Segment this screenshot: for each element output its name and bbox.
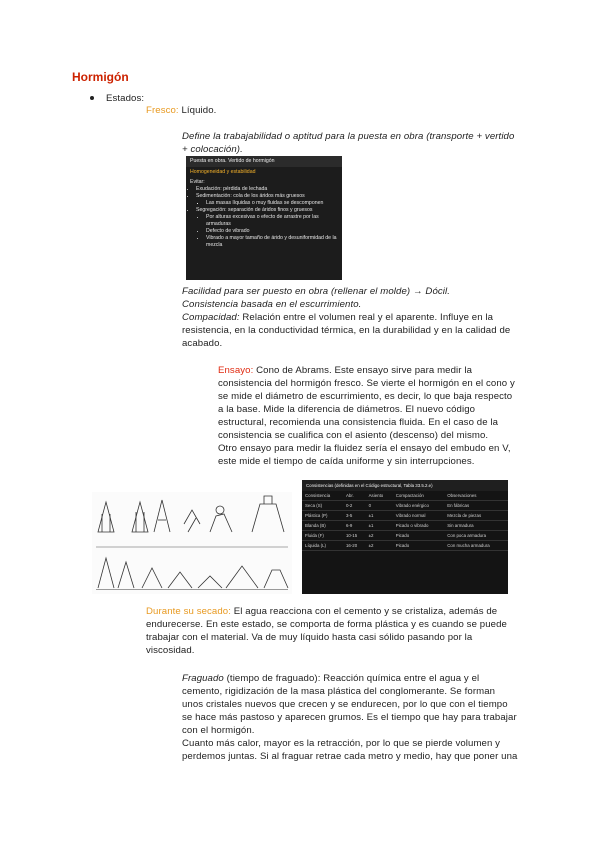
fraguado-line-3: unos cristales nuevos que crecen y se endurecen, por lo que con el tiempo bbox=[182, 699, 508, 710]
table-header: Compactación bbox=[393, 491, 444, 501]
table-cell: 16-20 bbox=[343, 541, 366, 551]
ensayo-label: Ensayo: bbox=[218, 365, 254, 376]
estados-bullet bbox=[90, 92, 144, 105]
slide-item: • Segregación: separación de áridos finos y gruesos bbox=[196, 207, 338, 214]
secado-label: Durante su secado: bbox=[146, 606, 231, 617]
fresco-text: Líquido. bbox=[178, 105, 217, 116]
table-cell: Picado bbox=[393, 541, 444, 551]
ensayo-line-7: Otro ensayo para medir la fluidez sería el ensayo del embudo en V, bbox=[218, 443, 511, 454]
fraguado-text: (tiempo de fraguado): Reacción química entre el agua y el bbox=[223, 673, 480, 684]
slide-intro: Evitar: bbox=[190, 179, 205, 185]
compacidad-label: Compacidad: bbox=[182, 312, 240, 323]
fraguado-line-2: cemento, rigidización de la masa plástica del conglomerante. Se forman bbox=[182, 686, 496, 697]
document-title: Hormigón bbox=[72, 70, 129, 84]
table-cell: Vibrado enérgico bbox=[393, 501, 444, 511]
ensayo-line-2: consistencia del hormigón fresco. Se vierte el hormigón en el cono y bbox=[218, 378, 515, 389]
table-row bbox=[302, 531, 508, 541]
ensayo-line-4: a la base. Mide la diferencia de diámetros. El nuevo código bbox=[218, 404, 476, 415]
slide-header: Puesta en obra. Vertido de hormigón bbox=[186, 156, 342, 167]
table-cell: Líquida (L) bbox=[302, 541, 343, 551]
secado-line-3: trabajar con el material. Va de muy líquido hasta casi sólido pasando por la bbox=[146, 632, 473, 643]
secado-line-4: viscosidad. bbox=[146, 645, 195, 656]
facilidad-line: Facilidad para ser puesto en obra (rellenar el molde) → Dócil. bbox=[182, 286, 451, 297]
table-cell: ±2 bbox=[366, 541, 393, 551]
table-cell: ±2 bbox=[366, 531, 393, 541]
ensayo-text: Cono de Abrams. Este ensayo sirve para medir la bbox=[253, 365, 473, 376]
slide-subitem: • Vibrado a mayor tamaño de árido y desuniformidad de la mezcla bbox=[206, 235, 338, 249]
abrams-cone-drawing bbox=[92, 492, 292, 594]
fraguado-line-4: se hace más pastoso y aparecen grumos. Es el tiempo que hay para trabajar bbox=[182, 712, 517, 723]
table-row bbox=[302, 541, 508, 551]
define-line-1: Define la trabajabilidad o aptitud para la puesta en obra (transporte + vertido bbox=[182, 131, 515, 142]
table-header-row bbox=[302, 491, 508, 501]
table-cell: En fábricas bbox=[444, 501, 508, 511]
table-cell: Plástica (P) bbox=[302, 511, 343, 521]
consistencia-line: Consistencia basada en el escurrimiento. bbox=[182, 299, 362, 310]
fraguado-line-5: con el hormigón. bbox=[182, 725, 255, 736]
slide-screenshot bbox=[186, 156, 342, 280]
table-cell: 6-9 bbox=[343, 521, 366, 531]
consistency-table-image bbox=[302, 480, 508, 594]
slide-list bbox=[186, 186, 342, 249]
fresco-line bbox=[146, 104, 216, 117]
table-cell: Seca (S) bbox=[302, 501, 343, 511]
compacidad-line-3: acabado. bbox=[182, 338, 223, 349]
slide-subtitle: Homogeneidad y estabilidad bbox=[190, 169, 256, 175]
consistency-table bbox=[302, 491, 508, 551]
secado-line-2: endurecerse. En este estado, se comporta de forma plástica y es cuando se puede bbox=[146, 619, 507, 630]
estados-label: Estados: bbox=[106, 93, 145, 104]
slide-subitem: ▪ Las masas líquidas o muy fluidas se descomponen bbox=[206, 200, 338, 207]
fraguado-line-1 bbox=[182, 672, 479, 685]
ensayo-line-8: este mide el tiempo de caída uniforme y sin interrupciones. bbox=[218, 456, 475, 467]
compacidad-text: Relación entre el volumen real y el aparente. Influye en la bbox=[239, 312, 494, 323]
compacidad-line-2: resistencia, en la conductividad térmica, en la durabilidad y en la calidad de bbox=[182, 325, 511, 336]
table-header: Consistencia bbox=[302, 491, 343, 501]
table-row bbox=[302, 511, 508, 521]
table-cell: 0-2 bbox=[343, 501, 366, 511]
table-cell: Sin armadura bbox=[444, 521, 508, 531]
ensayo-line-6: consistencia se cualifica con el asiento (descenso) del mismo. bbox=[218, 430, 489, 441]
table-row bbox=[302, 521, 508, 531]
table-cell: Con mucha armadura bbox=[444, 541, 508, 551]
compacidad-line-1 bbox=[182, 311, 493, 324]
ensayo-line-1 bbox=[218, 364, 472, 377]
table-cell: Blanda (B) bbox=[302, 521, 343, 531]
slide-subitem: • Por alturas excesivas o efecto de arrastre por las armaduras bbox=[206, 214, 338, 228]
slide-subitem: • Defecto de vibrado bbox=[206, 228, 338, 235]
fraguado-label: Fraguado bbox=[182, 673, 224, 684]
secado-text: El agua reacciona con el cemento y se cristaliza, además de bbox=[231, 606, 498, 617]
table-cell: Fluida (F) bbox=[302, 531, 343, 541]
table-cell: 0 bbox=[366, 501, 393, 511]
fraguado-line-6: Cuanto más calor, mayor es la retracción, por lo que se pierde volumen y bbox=[182, 738, 501, 749]
table-title: Consistencias (definidas en el Código estructural, Tabla 33.5.2.e) bbox=[302, 480, 508, 491]
define-line-2: + colocación). bbox=[182, 144, 243, 155]
slide-item: • Sedimentación: cola de los áridos más gruesos bbox=[196, 193, 338, 200]
abrams-cone-sketch bbox=[92, 492, 292, 594]
ensayo-line-5: estructural, recomienda una consistencia fluida. En el caso de la bbox=[218, 417, 499, 428]
table-cell: Con poca armadura bbox=[444, 531, 508, 541]
table-cell: Vibrado normal bbox=[393, 511, 444, 521]
table-header: Abr. bbox=[343, 491, 366, 501]
bullet-icon bbox=[90, 96, 94, 100]
ensayo-line-3: se mide el diámetro de escurrimiento, es decir, lo que baja respecto bbox=[218, 391, 513, 402]
table-cell: Mezcla de piezas bbox=[444, 511, 508, 521]
table-cell: ±1 bbox=[366, 511, 393, 521]
table-cell: Picado o vibrado bbox=[393, 521, 444, 531]
table-cell: 3-5 bbox=[343, 511, 366, 521]
table-cell: Picado bbox=[393, 531, 444, 541]
table-header: Observaciones bbox=[444, 491, 508, 501]
secado-line-1 bbox=[146, 605, 497, 618]
fresco-label: Fresco: bbox=[146, 105, 179, 116]
table-row bbox=[302, 501, 508, 511]
table-header: Asiento bbox=[366, 491, 393, 501]
table-cell: 10-15 bbox=[343, 531, 366, 541]
fraguado-line-7: perdemos juntas. Si al fraguar retrae cada metro y medio, hay que poner una bbox=[182, 751, 518, 762]
slide-item: • Exudación: pérdida de lechada bbox=[196, 186, 338, 193]
table-cell: ±1 bbox=[366, 521, 393, 531]
